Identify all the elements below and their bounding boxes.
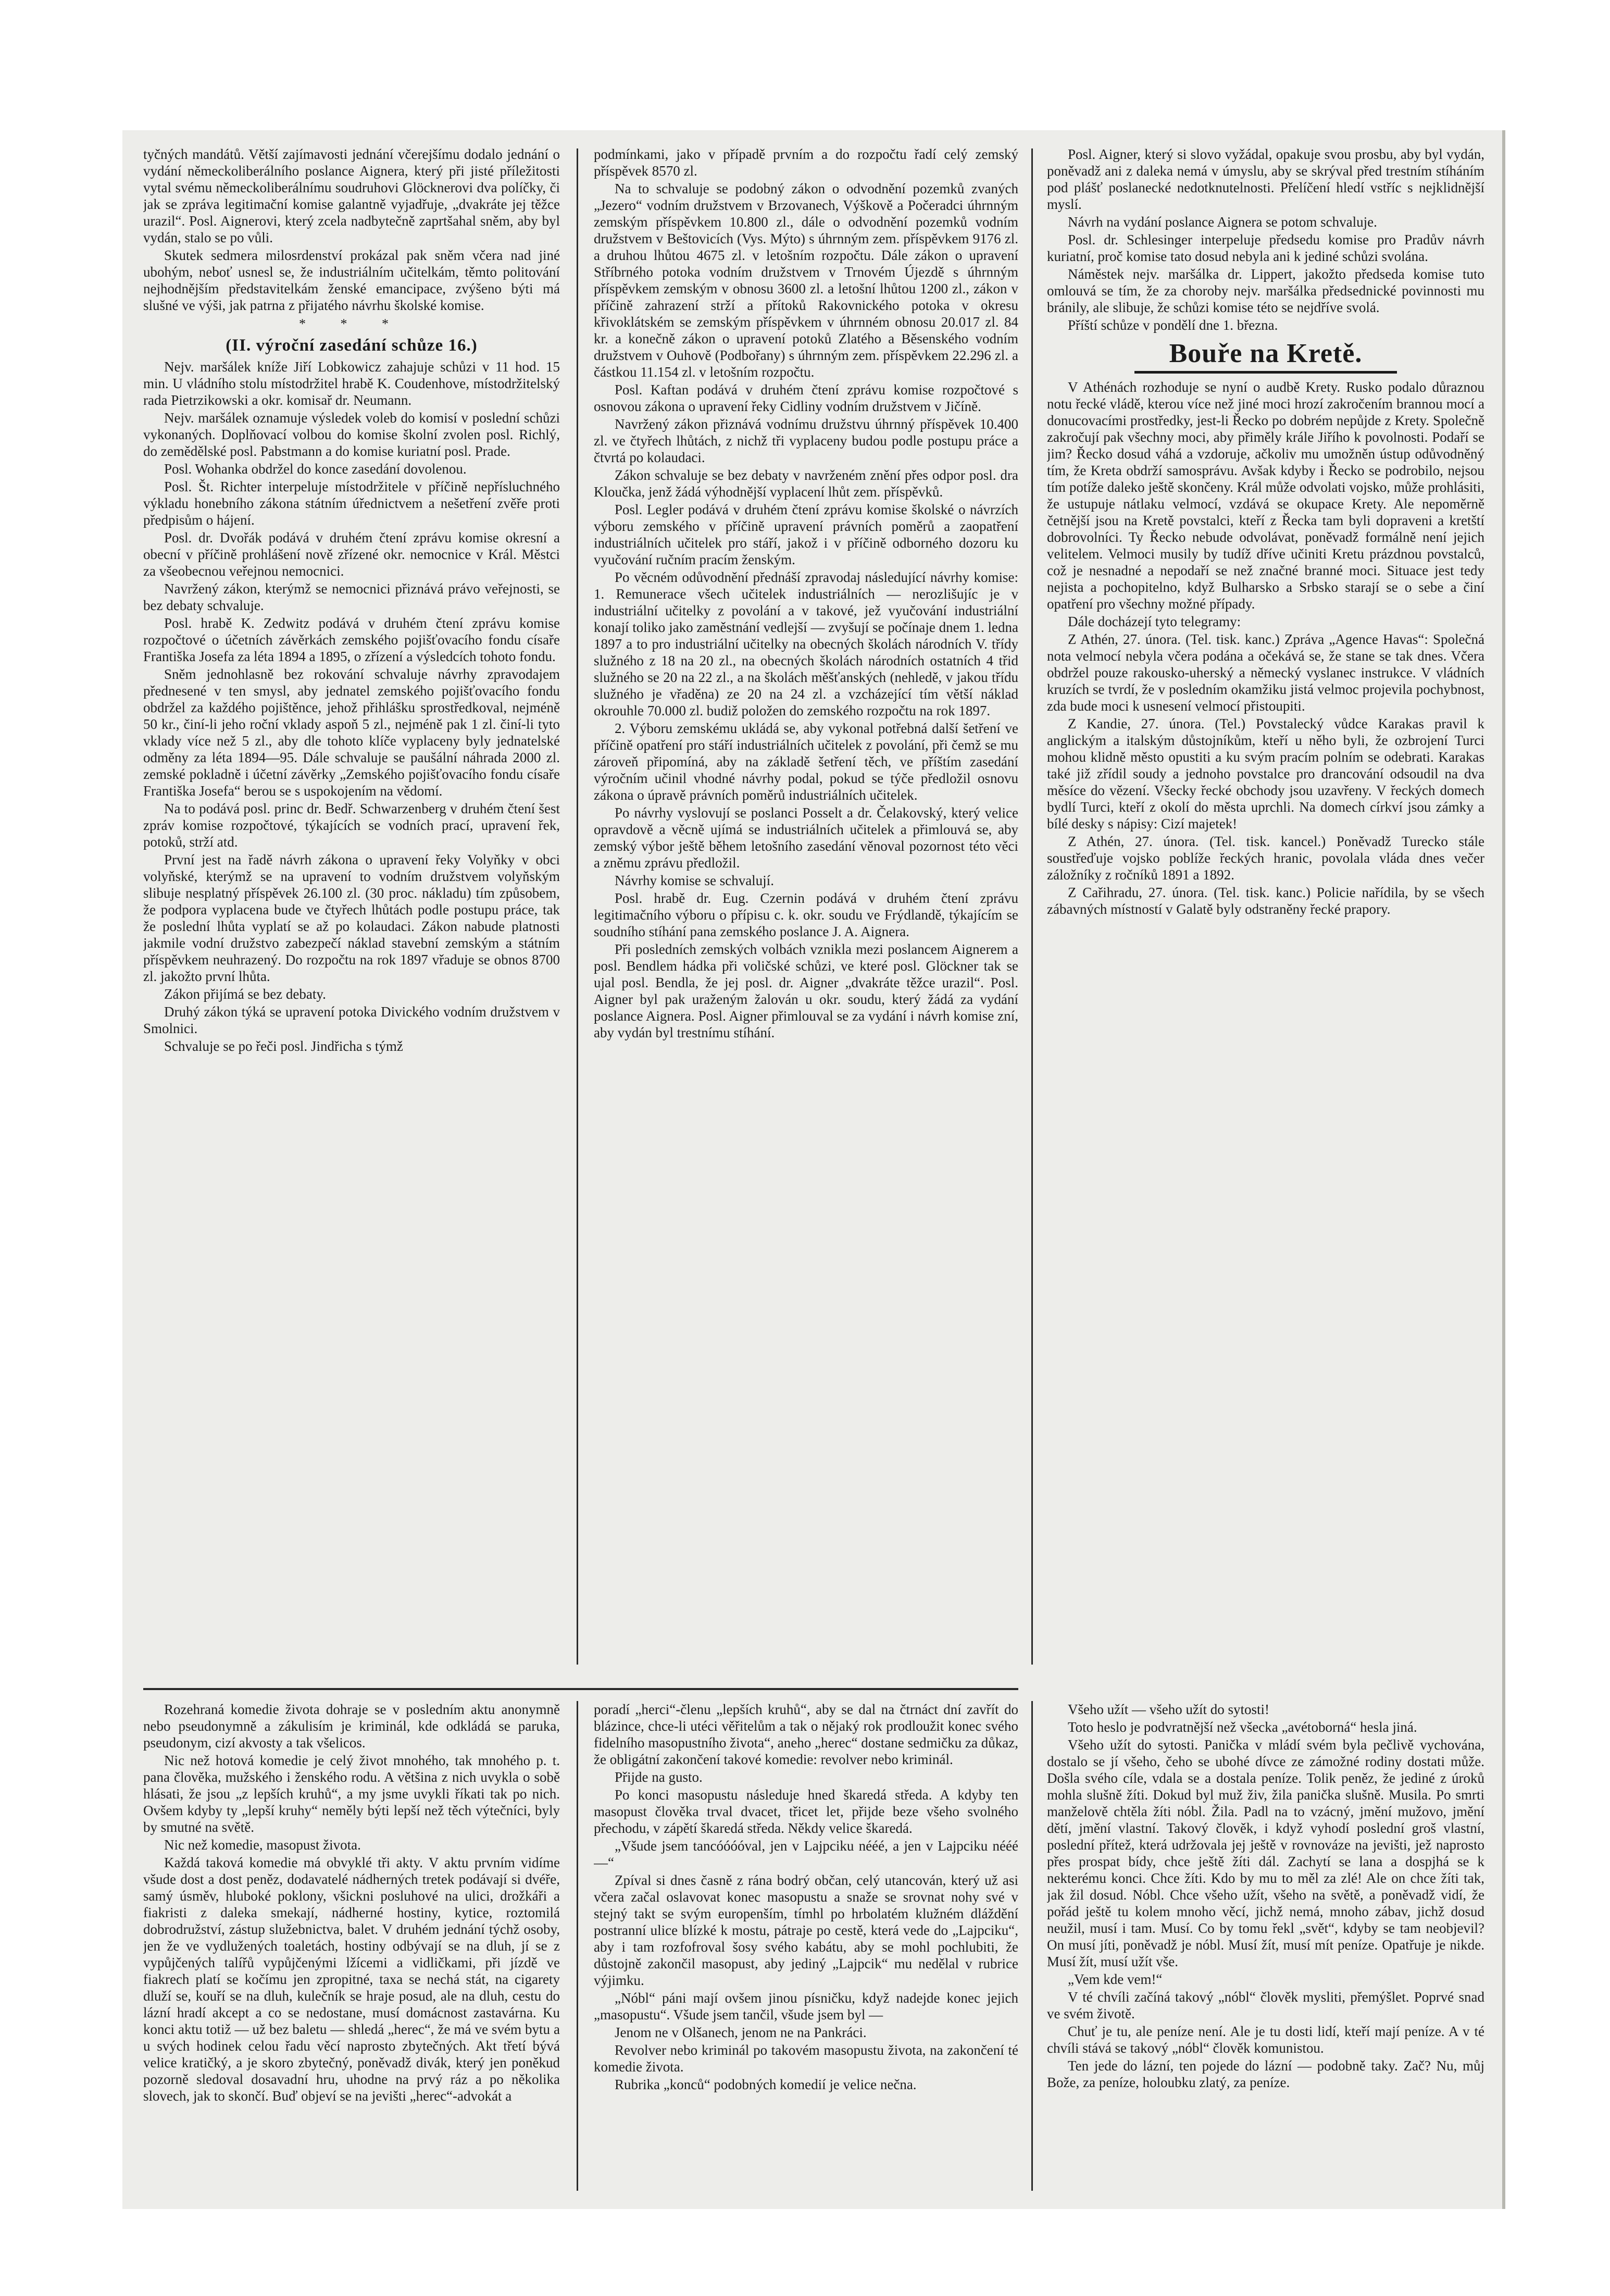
paragraph: Posl. Aigner, který si slovo vyžádal, opakuje svou prosbu, aby byl vydán, poněvadž ani z daleka nemá v úmyslu, aby se skrýval před trestním stíháním pod plášť poslanecké nedotknutelnosti. Přelíčení hledí vstříc s nejklidnější myslí.	[1047, 146, 1484, 212]
paragraph: Posl. dr. Schlesinger interpeluje předsedu komise pro Pradův návrh kuriatní, proč komise tato dosud nebyla ani k jediné schůzi svolána.	[1047, 232, 1484, 264]
paragraph: Po návrhy vyslovují se poslanci Posselt a dr. Čelakovský, který velice opravdově a věcně ujímá se industriálních učitelek a přimlouvá se, aby zemský výbor ještě během letošního zasedání věnoval pozornost této věci a zněmu zprávu předložil.	[594, 805, 1018, 871]
paragraph: Rubrika „konců“ podobných komedií je velice nečna.	[615, 2077, 917, 2092]
paragraph: Z Athén, 27. února. (Tel. tisk. kancel.) Poněvadž Turecko stále soustřeďuje vojsko poblíže řeckých hranic, povolala vláda dnes večer záložníky z ročníků 1891 a 1892.	[1047, 834, 1484, 883]
lower-column-divider-2	[1031, 1701, 1033, 2191]
paragraph: tyčných mandátů. Větší zajímavosti jednání včerejšímu dodalo jednání o vydání německoliberálního poslance Aignera, který při jisté příležitosti vytal svému německoliberálnímu soudruhovi Glöcknerovi dva políčky, či jak se zpráva legitimační komise galantně vyjadřuje, „dvakráte jej těžce urazil“. Posl. Aignerovi, který zcela nadbytečně zaprtšahal sněm, aby byl vydán, stalo se po vůli.	[143, 146, 560, 245]
paragraph: Na to schvaluje se podobný zákon o odvodnění pozemků zvaných „Jezero“ vodním družstvem v Brzovanech, Výškově a Počeradci úhrnným zemským příspěvkem 10.800 zl., dále o odvodnění pozemků vodním družstvem v Beštovicích (Vys. Mýto) s úhrnným zem. příspěvkem 9176 zl. a druhou lhůtou 4675 zl. v letošním rozpočtu. Dále zákon o upravení Stříbrného potoka vodním družstvem v Trnovém Újezdě s úhrnným příspěvkem zemským v obnosu 3600 zl. a letošní lhůtou 1200 zl., zákon v příčině zahrazení strží a přítoků Rakovnického potoka v okresu křivoklátském se zemským příspěvkem v úhrnném obnosu 20.017 zl. 84 kr. a konečně zákon o upravení potoků Zlatého a Běsenského vodním družstvem v Ouhově (Podbořany) s úhrnným zem. příspěvkem 22.296 zl. a částkou 11.154 zl. v letošním rozpočtu.	[594, 181, 1018, 380]
session-heading: (II. výroční zasedání schůze 16.)	[226, 336, 478, 355]
paragraph: Rozehraná komedie života dohraje se v posledním aktu anonymně nebo pseudonymně a zákulisím je kriminál, kde odkládá se paruka, pseudonym, cizí akvosty a tak všelicos.	[143, 1702, 560, 1751]
paragraph: Posl. Kaftan podává v druhém čtení zprávu komise rozpočtové s osnovou zákona o upravení řeky Cidliny vodním družstvem v Jičíně.	[594, 382, 1018, 414]
headline-rule	[1134, 371, 1397, 374]
paragraph: Návrh na vydání poslance Aignera se potom schvaluje.	[1068, 214, 1377, 230]
paragraph: Nic než komedie, masopust života.	[164, 1837, 361, 1853]
paragraph: Všeho užít — všeho užít do sytosti!	[1068, 1702, 1269, 1717]
paragraph: Dále docházejí tyto telegramy:	[1068, 614, 1241, 629]
upper-column-1	[143, 146, 560, 1657]
paragraph: Posl. hrabě K. Zedwitz podává v druhém čtení zprávu komise rozpočtové o účetních závěrkách zemského pojišťovacího fondu císaře Františka Josefa za léta 1894 a 1895, o zřízení a výsledcích tohoto fondu.	[143, 615, 560, 664]
upper-column-2	[594, 146, 1018, 1657]
paragraph: První jest na řadě návrh zákona o upravení řeky Volyňky v obci volyňské, kterýmž se na upravení to vodním družstvem volyňským slibuje nesplatný příspěvek 26.100 zl. (30 proc. nákladu) tím způsobem, že podpora vyplacena bude ve čtyřech lhůtách podle postupu práce, tak že poslední lhůta vyplatí se až po kolaudaci. Zákon nabude platnosti jakmile vodní družstvo zabezpečí náklad stavební zemským a státním příspěvkem neuhrazený. Do rozpočtu na rok 1897 vřaduje se obnos 8700 zl. jakožto první lhůta.	[143, 852, 560, 984]
paragraph: Zákon schvaluje se bez debaty v navrženém znění přes odpor posl. dra Kloučka, jenž žádá výhodnější vyplacení lhůt zem. příspěvků.	[594, 467, 1018, 500]
paragraph: Posl. Wohanka obdržel do konce zasedání dovolenou.	[164, 461, 467, 477]
feuilleton-divider	[143, 1688, 1018, 1690]
paragraph: Při posledních zemských volbách vznikla mezi poslancem Aignerem a posl. Bendlem hádka při voličské schůzi, ve které posl. Glöckner tak se ujal posl. Bendla, že jej posl. dr. Aigner „dvakráte těžce urazil“. Posl. Aigner byl pak uraženým žalován u okr. soudu, který žádá za vydání poslance Aignera. Posl. Aigner přimlouval se za vydání i návrh komise zní, aby vydán byl trestnímu stíhání.	[594, 941, 1018, 1040]
paragraph: poradí „herci“-členu „lepších kruhů“, aby se dal na čtrnáct dní zavřít do blázince, chce-li utéci věřitelům a tak o nějaký rok prodloužit konec svého fidelního masopustního života“, aneho „herec“ dostane sedmičku za důkaz, že obligátní zakončení takové komedie: revolver nebo kriminál.	[594, 1702, 1018, 1767]
paragraph: Z Cařihradu, 27. února. (Tel. tisk. kanc.) Policie nařídila, by se všech zábavných místností v Galatě byly odstraněny řecké prapory.	[1047, 885, 1484, 917]
paragraph: 2. Výboru zemskému ukládá se, aby vykonal potřebná další šetření ve příčině opatření pro stáří industriálních učitelek z povolání, při čemž se mu zároveň připomíná, aby na základě šetření těch, ve příštím zasedání výročním učinil vhodné návrhy podal, pokud se týče předložil osnovu zákona o úpravě právních poměrů industriálních učitelek.	[594, 721, 1018, 803]
lower-column-1	[143, 1701, 560, 2191]
paragraph: Posl. Št. Richter interpeluje místodržitele v příčině nepřísluchného výkladu honebního zákona státním úřednictvem a nešetření zvěře proti předpisům o hájení.	[143, 479, 560, 528]
paragraph: „Vem kde vem!“	[1068, 1971, 1163, 1987]
paragraph: Zákon přijímá se bez debaty.	[164, 986, 326, 1002]
headline-text: Bouře na Kretě.	[1169, 339, 1363, 368]
paragraph: Na to podává posl. princ dr. Bedř. Schwarzenberg v druhém čtení šest zpráv komise rozpočtové, týkajících se vodních prací, upravení řek, potoků, strží atd.	[143, 801, 560, 850]
paragraph: Náměstek nejv. maršálka dr. Lippert, jakožto předseda komise tuto omlouvá se tím, že za choroby nejv. maršálka předsednické povinnosti mu bránily, ale slibuje, že schůzi komise této se nejdříve svolá.	[1047, 266, 1484, 315]
paragraph: Návrhy komise se schvalují.	[615, 873, 774, 888]
paragraph: Každá taková komedie má obvyklé tři akty. V aktu prvním vidíme všude dost a dost peněz, dodavatelé nádherných tretek podávají si dvéře, samý úsměv, hluboké poklony, všickni posluhové na ulici, drožkáři a fiakristi z daleka smekají, nádherné hostiny, kytice, roztomilá dobrodružství, zástup služebnictva, balet. V druhém jednání týchž osoby, jen že ve vydlužených toaletách, hostiny odbývají se na dluh, jí se z vypůjčených talířů vypůjčenými lžícemi a vidličkami, při jízdě ve fiakrech platí se kočímu jen zpropitné, taxa se nechá stát, na cigarety dluží se, kouří se na dluh, kulečník se hraje posud, ale na dluh, cestu do lázní hradí akcept a co se nedostane, musí domácnost zastavárna. Ku konci aktu totiž — už bez baletu — shledá „herec“, že má ve svém bytu a u svých hodinek celou řadu věcí naprosto zbytečných. Akt třetí bývá velice kratičký, a je skoro zbytečný, poněvadž divák, který jen poněkud pozorně sledoval dosavadní hru, uhodne na prvý ráz a po několika slovech, jak to skončí. Buď objeví se na jevišti „herec“-advokát a	[143, 1855, 560, 2104]
paragraph: Příští schůze v pondělí dne 1. března.	[1068, 317, 1278, 333]
section-separator: * * *	[299, 316, 404, 331]
paragraph: V Athénách rozhoduje se nyní o audbě Krety. Rusko podalo důraznou notu řecké vládě, kterou více než jiné moci hrozí zakročením brannou mocí a donucovacími prostředky, jest-li Řecko po dobrém nepůjde z Krety. Společně zakročují pak všechny moci, aby přiměly krále Jiřího k povolnosti. Podaří se jim? Řecko dosud váhá a vzdoruje, ačkoliv mu umožněn ústup odůvodněný tím, že Kreta obdrží samosprávu. Avšak kdyby i Řecko se podrobilo, nejsou tím potíže daleko ještě skončeny. Král může odvolati vojsko, může prohlásiti, že ustupuje nátlaku velmocí, vzdává se okupace Krety. Ale nepoměrně četnější jsou na Kretě povstalci, kteří z Řecka tam byli dopraveni a kretští dobrovolníci. Ty Řecko nebude odvolávat, poněvadž formálně není jejich velitelem. Velmoci musily by tudíž dříve učiniti Kretu prázdnou povstalců, což je nesnadné a nepodaří se než značné branné moci. Situace jest tedy nejista a pochopitelno, když Bulharsko a Srbsko starají se o sebe a činí opatření pro všechny možné případy.	[1047, 379, 1484, 612]
lower-column-divider-1	[577, 1701, 578, 2191]
upper-column-divider-2	[1031, 148, 1033, 1665]
paragraph: Nic než hotová komedie je celý život mnohého, tak mnohého p. t. pana člověka, mužského i ženského rodu. A většina z nich uvykla o sobě hlásati, že jsou „z lepších kruhů“, a my jsme uvykli říkati tak po nich. Ovšem kdyby ty „lepší kruhy“ neměly býti lepší než těch výtečníci, byly by smutné na světě.	[143, 1753, 560, 1835]
paragraph: Sněm jednohlasně bez rokování schvaluje návrhy zpravodajem přednesené v ten smysl, aby jednatel zemského pojišťovacího fondu obdržel za každého pojištěnce, jehož přihlášku sprostředkoval, nejméně 50 kr., činí-li jeho roční vklady aspoň 5 zl., nejméně pak 1 zl. činí-li tyto vklady více než 5 zl., aby dle tohoto klíče vyplaceny byly jednatelské odměny za léta 1894—95. Dále schvaluje se paušální náhrada 2000 zl. zemské pokladně i účetní závěrky „Zemského pojišťovacího fondu císaře Františka Josefa“ berou se s uspokojením na vědomí.	[143, 666, 560, 799]
paragraph: Přijde na gusto.	[615, 1769, 703, 1785]
paragraph: Navržený zákon, kterýmž se nemocnici přiznává právo veřejnosti, se bez debaty schvaluje.	[143, 581, 560, 613]
paragraph: Z Athén, 27. února. (Tel. tisk. kanc.) Zpráva „Agence Havas“: Společná nota velmocí nebyla včera podána a očekává se, že stane se tak dnes. Včera obdržel pouze rakousko-uherský a německý vyslanec instrukce. V vládních kruzích se tvrdí, že v posledním okamžiku jistá velmoc projevila pochybnost, zda bude moci k usnesení velmocí přistoupiti.	[1047, 631, 1484, 714]
paragraph: Nejv. maršálek kníže Jiří Lobkowicz zahajuje schůzi v 11 hod. 15 min. U vládního stolu místodržitel hrabě K. Coudenhove, místodržitelský rada Pietrzikowski a okr. komisař dr. Neumann.	[143, 359, 560, 408]
paragraph: Posl. dr. Dvořák podává v druhém čtení zprávu komise okresní a obecní v příčině prohlášení nově zřízené okr. nemocnice v Král. Městci za všeobecnou veřejnou nemocnici.	[143, 530, 560, 579]
paragraph: Posl. Legler podává v druhém čtení zprávu komise školské o návrzích výboru zemského v příčině upravení právních poměrů a zaopatření industriálních učitelek pro stáří, jakož i v příčině odborného dozoru ku vyučování ručním pracím ženským.	[594, 502, 1018, 567]
lower-column-3	[1047, 1701, 1484, 2191]
paragraph: Posl. hrabě dr. Eug. Czernin podává v druhém čtení zprávu legitimačního výboru o přípisu c. k. okr. soudu ve Frýdlandě, týkajícím se soudního stíhání pana zemského poslance J. A. Aignera.	[594, 890, 1018, 939]
upper-column-divider-1	[577, 148, 578, 1665]
paragraph: Toto heslo je podvratnější než všecka „avétoborná“ hesla jiná.	[1068, 1719, 1417, 1735]
paragraph: Z Kandie, 27. února. (Tel.) Povstalecký vůdce Karakas pravil k anglickým a italským důstojníkům, kteří u něho byli, že ozbrojení Turci mohou klidně město opustiti a ku svým pracím polním se odebrati. Karakas také již zřídil soudy a jednoho povstalce pro drancování odsoudil na dva měsíce do vězení. Všecky řecké obchody jsou uzavřeny. V řeckých domech bydlí Turci, kteří z okolí do města uprchli. Na domech církví jsou zámky a bílé desky s nápisy: Cizí majetek!	[1047, 716, 1484, 831]
paragraph: Schvaluje se po řeči posl. Jindřicha s týmž	[164, 1038, 403, 1054]
paragraph: podmínkami, jako v případě prvním a do rozpočtu řadí celý zemský příspěvek 8570 zl.	[594, 146, 1018, 179]
paragraph: Po věcném odůvodnění přednáší zpravodaj následující návrhy komise: 1. Remunerace všech učitelek industriálních — nerozlišujíc je v industriální učitelky z povolání a v takové, jež vyučování industriální konají toliko jako zaměstnání vedlejší — zvyšují se počínaje dnem 1. ledna 1897 a to pro industriální učitelky na obecných školách národních V. třídy služného z 18 na 20 zl., na obecných školách národních ostatních 4 třid služného se 20 na 22 zl., a na školách měšťanských (nehledě, v jakou třídu služného je vřaděna) ze 20 na 24 zl. a vzcházející tím větší náklad okrouhle 70.000 zl. budiž položen do zemského rozpočtu na rok 1897.	[594, 569, 1018, 718]
page-edge-shadow	[1502, 130, 1505, 2209]
paragraph: Druhý zákon týká se upravení potoka Divického vodním družstvem v Smolnici.	[143, 1004, 560, 1036]
newspaper-page	[122, 130, 1505, 2209]
paragraph: Všeho užít do sytosti. Panička v mládí svém byla pečlivě vychována, dostalo se jí všeho, čeho se ubohé dívce ze zámožné rodiny dostati může. Došla svého cíle, vdala se a dostala peníze. Tolik peněz, že jediné z úroků mohla slušně žíti. Dokud byl muž živ, žila panička slušně. Musila. Po smrti manželově chtěla žíti nóbl. Žila. Padl na to vzácný, jmění mužovo, jmění dětí, jmění vlastní. Takový člověk, i když vyhodí poslední groš vlastní, poslední přítež, která udržovala jej ještě v rovnováze na jevišti, jež naprosto přes prospat bídy, chce ještě žíti dál. Zachytí se lana a dospjhá se k nekterému konci. Chce žíti. Kdo by mu to měl za zlé! Ale on chce žíti tak, jak žil dosud. Nóbl. Chce všeho užít, všeho na světě, a poněvadž vidí, že pořád ještě tu kolem mnoho věcí, jichž nemá, mnoho zábav, jichž dosud neužil, musí i tam. Musí. Co by tomu řekl „svět“, kdyby se tam neobjevil? On musí jíti, poněvadž je nóbl. Musí žít, musí mít peníze. Opatřuje je nikde. Musí žít, musí užít vše.	[1047, 1737, 1484, 1969]
paragraph: „Nóbl“ páni mají ovšem jinou písničku, když nadejde konec jejich „masopustu“. Všude jsem tančil, všude jsem byl —	[594, 1990, 1018, 2022]
paragraph: Skutek sedmera milosrdenství prokázal pak sněm včera nad jiné ubohým, neboť usnesl se, že industriálním učitelkám, těmto politování nejhodnějším představitelkám ženské emancipace, zvýšeno býti má slušné ve výši, jak patrna z přijatého návrhu školské komise.	[143, 247, 560, 313]
article-headline	[1047, 339, 1484, 374]
paragraph: Ten jede do lázní, ten pojede do lázní — podobně taky. Zač? Nu, můj Bože, za peníze, holoubku zlatý, za peníze.	[1047, 2058, 1484, 2090]
paragraph: Nejv. maršálek oznamuje výsledek voleb do komisí v poslední schůzi vykonaných. Doplňovací volbou do komise školní zvolen posl. Richlý, do zemědělské posl. Pabstmann a do komise kuriatní posl. Prade.	[143, 410, 560, 459]
paragraph: Po konci masopustu následuje hned škaredá středa. A kdyby ten masopust člověka trval dvacet, třicet let, přijde beze všeho svolného přechodu, v zápětí škaredá středa. Někdy velice škaredá.	[594, 1787, 1018, 1836]
paragraph: Jenom ne v Olšanech, jenom ne na Pankráci.	[615, 2025, 867, 2040]
paragraph: Zpíval si dnes časně z rána bodrý občan, celý utancován, který už asi včera začal oslavovat konec masopustu a snaže se srovnat nohy své v stejný takt se svým europenším, tímhl po hrbolatém klužném dláždění postranní ulice blízké k mostu, pátraje po cestě, která vede do „Lajpciku“, aby i tam rozfofroval šosy svého kabátu, aby se mohl pochlubiti, že důstojně zakončil masopust, aby jediný „Lajpcik“ mu nedělal v rubrice výjimku.	[594, 1872, 1018, 1988]
lower-column-2	[594, 1701, 1018, 2191]
upper-column-3	[1047, 146, 1484, 1657]
paragraph: Revolver nebo kriminál po takovém masopustu života, na zakončení té komedie života.	[594, 2042, 1018, 2075]
paragraph: Chuť je tu, ale peníze není. Ale je tu dosti lidí, kteří mají peníze. A v té chvíli stává se takový „nóbl“ člověk komunistou.	[1047, 2024, 1484, 2056]
paragraph: „Všude jsem tancóóóóval, jen v Lajpciku nééé, a jen v Lajpciku nééé —“	[594, 1838, 1018, 1870]
paragraph: Navržený zákon přiznává vodnímu družstvu úhrnný příspěvek 10.400 zl. ve čtyřech lhůtách, z nichž tři vyplaceny budou podle postupu práce a čtvrtá po kolaudaci.	[594, 416, 1018, 465]
paragraph: V té chvíli začíná takový „nóbl“ člověk mysliti, přemýšlet. Poprvé snad ve svém životě.	[1047, 1989, 1484, 2021]
